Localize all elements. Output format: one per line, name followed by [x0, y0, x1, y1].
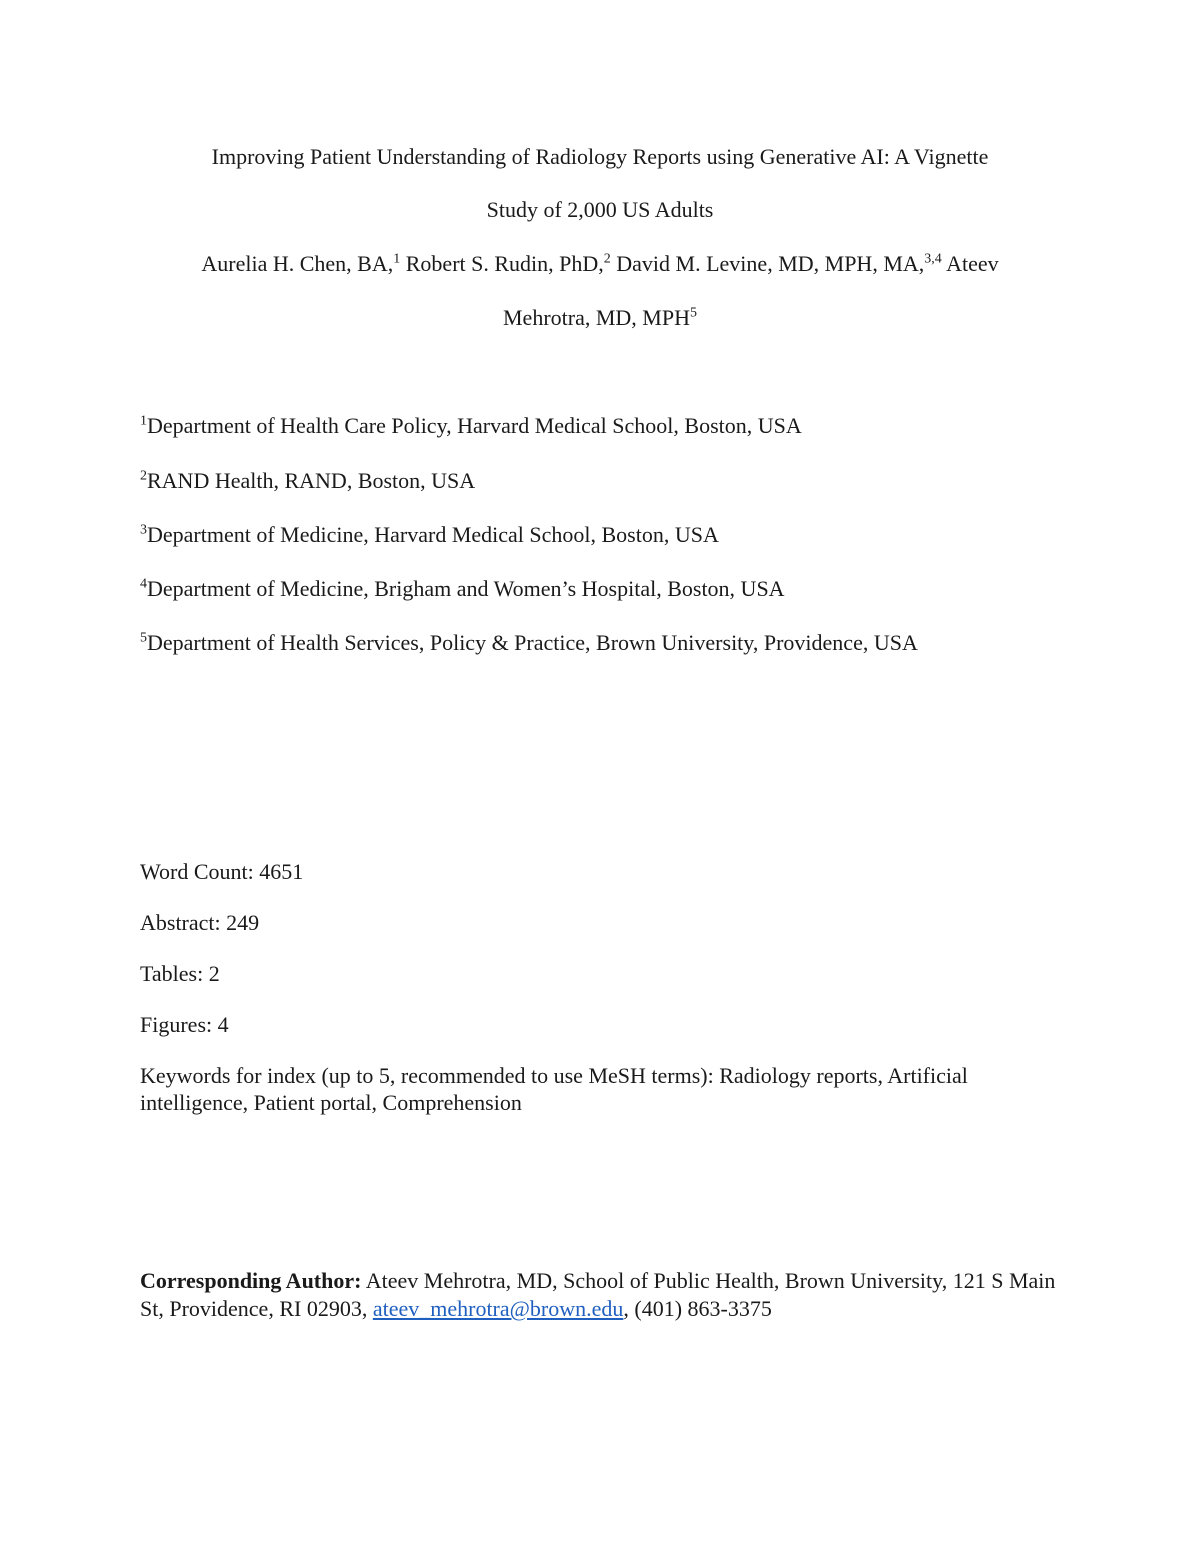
- corresponding-author-phone: , (401) 863-3375: [623, 1296, 772, 1321]
- affiliation-number: 5: [140, 630, 147, 646]
- affiliation-2: [140, 467, 475, 495]
- tables-count: Tables: 2: [140, 961, 220, 986]
- author-4-name-part1: Ateev: [941, 251, 999, 276]
- author-list-line-1: [0, 250, 1200, 278]
- affiliation-text: Department of Medicine, Harvard Medical School, Boston, USA: [147, 522, 719, 547]
- keywords: Keywords for index (up to 5, recommended to use MeSH terms): Radiology reports, Artificial intelligence, Patient portal, Comprehension: [140, 1063, 968, 1115]
- affiliation-text: Department of Medicine, Brigham and Women’s Hospital, Boston, USA: [147, 576, 785, 601]
- figures-count: Figures: 4: [140, 1012, 229, 1037]
- affiliation-text: RAND Health, RAND, Boston, USA: [147, 468, 476, 493]
- affiliation-number: 4: [140, 576, 147, 592]
- author-1-name: Aurelia H. Chen, BA,: [201, 251, 394, 276]
- affiliation-number: 2: [140, 468, 147, 484]
- affiliation-text: Department of Health Services, Policy & Practice, Brown University, Providence, USA: [147, 630, 918, 655]
- author-4-name-part2: Mehrotra, MD, MPH: [503, 305, 690, 330]
- corresponding-author-address: Ateev Mehrotra, MD, School of Public Health, Brown University, 121 S Main St, Providence, RI 02903,: [140, 1268, 1056, 1321]
- affiliation-1: [140, 412, 802, 440]
- author-3-name: David M. Levine, MD, MPH, MA,: [610, 251, 925, 276]
- author-1-affil-ref: 1: [393, 251, 401, 267]
- corresponding-author: [140, 1267, 1060, 1323]
- affiliation-3: [140, 521, 719, 549]
- affiliation-5: [140, 629, 918, 657]
- author-list-line-2: [0, 304, 1200, 332]
- author-2-affil-ref: 2: [603, 251, 611, 267]
- author-4-affil-ref: 5: [690, 305, 697, 321]
- corresponding-author-email-link[interactable]: ateev_mehrotra@brown.edu: [372, 1296, 624, 1321]
- word-count: Word Count: 4651: [140, 859, 304, 884]
- paper-title-line-2: Study of 2,000 US Adults: [486, 197, 714, 222]
- affiliation-text: Department of Health Care Policy, Harvard Medical School, Boston, USA: [147, 413, 802, 438]
- author-3-affil-ref: 3,4: [924, 251, 942, 267]
- affiliation-4: [140, 575, 785, 603]
- corresponding-author-label: Corresponding Author:: [140, 1268, 362, 1293]
- abstract-count: Abstract: 249: [140, 910, 260, 935]
- affiliation-number: 1: [140, 413, 147, 429]
- affiliation-number: 3: [140, 522, 147, 538]
- author-2-name: Robert S. Rudin, PhD,: [400, 251, 604, 276]
- paper-title-line-1: Improving Patient Understanding of Radiology Reports using Generative AI: A Vignette: [211, 144, 989, 169]
